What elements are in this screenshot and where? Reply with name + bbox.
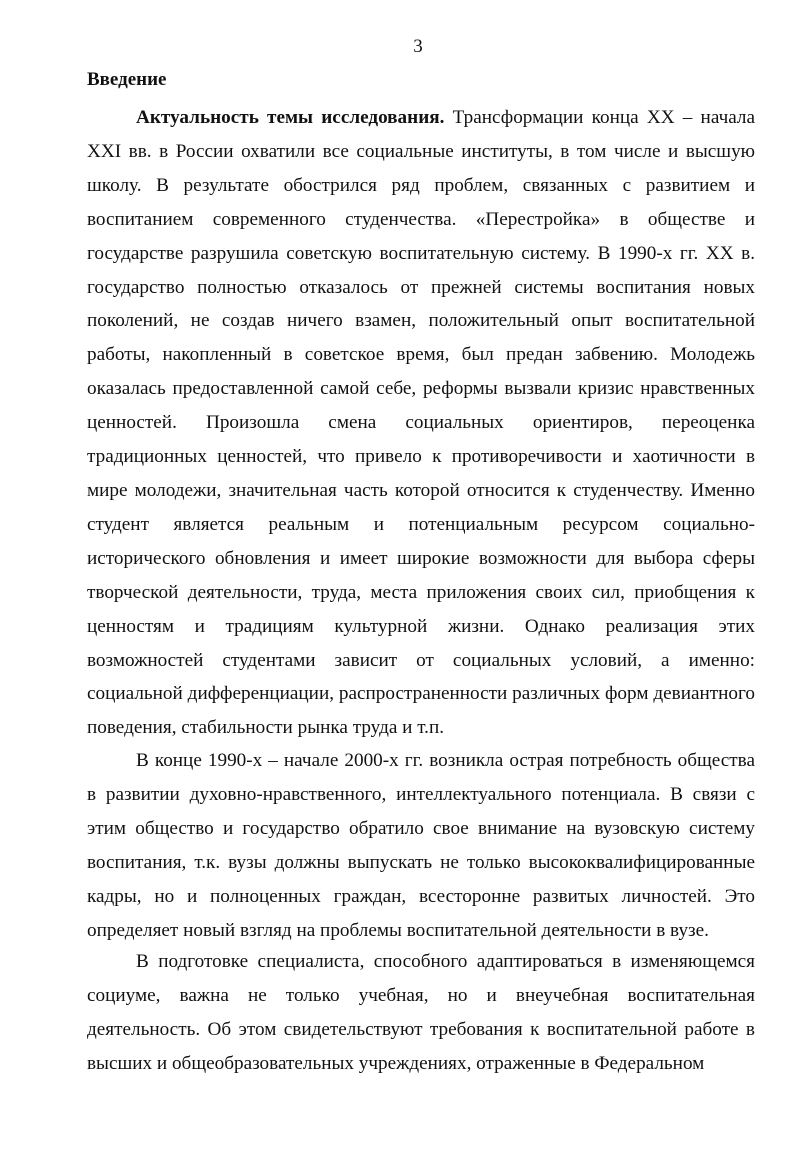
paragraph-2-text: В конце 1990-х – начале 2000-х гг. возникла острая потребность общества в развитии духовно-нравственного, интеллектуального потенциала. В связи с этим общество и государство обратило свое внимание на вузовскую систему воспитания, т.к. вузы должны выпускать не только высококвалифицированные кадры, но и полноценных граждан, всесторонне развитых личностей. Это определяет новый взгляд на проблемы воспитательной деятельности в вузе. bbox=[87, 750, 755, 941]
paragraph-1-body: Трансформации конца XX – начала XXI вв. в России охватили все социальные институты, в том числе и высшую школу. В результате обострился ряд проблем, связанных с развитием и воспитанием современного студенчества. «Перестройка» в обществе и государстве разрушила советскую воспитательную систему. В 1990-х гг. XX в. государство полностью отказалось от прежней системы воспитания новых поколений, не создав ничего взамен, положительный опыт воспитательной работы, накопленный в советское время, был предан забвению. Молодежь оказалась предоставленной самой себе, реформы вызвали кризис нравственных ценностей. Произошла смена социальных ориентиров, переоценка традиционных ценностей, что привело к противоречивости и хаотичности в мире молодежи, значительная часть которой относится к студенчеству. Именно студент является реальным и потенциальным ресурсом социально-исторического обновления и имеет широкие возможности для выбора сферы творческой деятельности, труда, места приложения своих сил, приобщения к ценностям и традициям культурной жизни. Однако реализация этих возможностей студентами зависит от социальных условий, а именно: социальной дифференциации, распространенности различных форм девиантного поведения, стабильности рынка труда и т.п. bbox=[87, 107, 755, 739]
paragraph-1 bbox=[87, 101, 755, 745]
paragraph-2 bbox=[87, 744, 755, 947]
paragraph-1-text bbox=[87, 101, 755, 745]
section-heading: Введение bbox=[87, 69, 167, 90]
paragraph-3-text: В подготовке специалиста, способного адаптироваться в изменяющемся социуме, важна не только учебная, но и внеучебная воспитательная деятельность. Об этом свидетельствуют требования к воспитательной работе в высших и общеобразовательных учреждениях, отраженные в Федеральном bbox=[87, 951, 755, 1074]
page-number: 3 bbox=[413, 36, 423, 57]
paragraph-3 bbox=[87, 945, 755, 1081]
paragraph-1-lead: Актуальность темы исследования. bbox=[136, 107, 445, 128]
